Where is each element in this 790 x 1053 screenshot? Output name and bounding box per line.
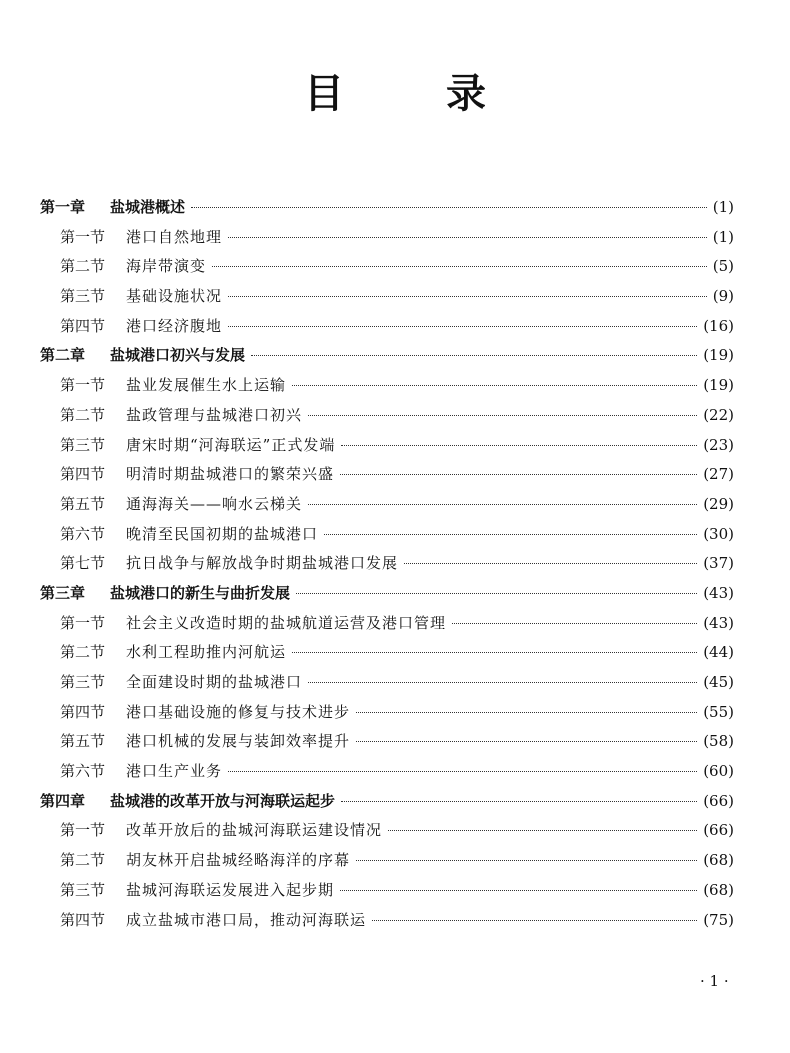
dot-leader xyxy=(292,385,697,386)
section-number: 第二节 xyxy=(60,405,106,424)
section-title: 水利工程助推内河航运 xyxy=(126,643,287,662)
page-reference: (43) xyxy=(703,583,734,602)
section-title: 社会主义改造时期的盐城航道运营及港口管理 xyxy=(126,613,447,632)
page-reference: (60) xyxy=(703,762,734,781)
chapter-number: 第二章 xyxy=(40,346,86,365)
dot-leader xyxy=(228,771,697,772)
toc-section-entry xyxy=(40,490,734,520)
toc-section-entry xyxy=(40,698,734,728)
dot-leader xyxy=(296,593,697,594)
page-reference: (45) xyxy=(703,673,734,691)
page-reference: (43) xyxy=(703,613,734,632)
toc-chapter-entry xyxy=(40,193,734,223)
section-number: 第三节 xyxy=(60,435,106,454)
section-title: 港口经济腹地 xyxy=(126,316,223,335)
section-number: 第三节 xyxy=(60,880,106,899)
page-reference: (58) xyxy=(703,732,734,751)
page-reference: (19) xyxy=(703,376,734,395)
section-title: 改革开放后的盐城河海联运建设情况 xyxy=(126,821,383,840)
section-title: 海岸带演变 xyxy=(126,257,207,276)
toc-section-entry xyxy=(40,431,734,461)
section-number: 第七节 xyxy=(60,554,106,573)
chapter-number: 第四章 xyxy=(40,791,86,810)
section-title: 盐城河海联运发展进入起步期 xyxy=(126,880,335,899)
section-title: 晚清至民国初期的盐城港口 xyxy=(126,524,319,543)
section-title: 港口机械的发展与装卸效率提升 xyxy=(126,732,351,751)
dot-leader xyxy=(452,623,697,624)
page-reference: (29) xyxy=(703,494,734,513)
toc-section-entry xyxy=(40,757,734,787)
chapter-number: 第一章 xyxy=(40,198,86,216)
section-title: 港口基础设施的修复与技术进步 xyxy=(126,702,351,721)
toc-chapter-entry xyxy=(40,341,734,371)
dot-leader xyxy=(191,207,707,208)
section-number: 第六节 xyxy=(60,524,106,543)
section-number: 第二节 xyxy=(60,257,106,276)
toc-section-entry xyxy=(40,223,734,253)
table-of-contents xyxy=(40,193,734,935)
dot-leader xyxy=(228,296,707,297)
page-reference: (75) xyxy=(703,910,734,929)
dot-leader xyxy=(341,445,697,446)
section-number: 第三节 xyxy=(60,673,106,691)
section-number: 第二节 xyxy=(60,851,106,870)
page-reference: (16) xyxy=(703,316,734,335)
section-number: 第二节 xyxy=(60,643,106,662)
toc-section-entry xyxy=(40,638,734,668)
page-reference: (1) xyxy=(712,227,734,246)
dot-leader xyxy=(308,415,697,416)
chapter-number: 第三章 xyxy=(40,583,86,602)
chapter-title: 盐城港口的新生与曲折发展 xyxy=(110,583,291,602)
section-number: 第四节 xyxy=(60,316,106,335)
section-title: 胡友林开启盐城经略海洋的序幕 xyxy=(126,851,351,870)
section-number: 第一节 xyxy=(60,613,106,632)
section-number: 第五节 xyxy=(60,732,106,751)
page-title: 目 录 xyxy=(304,71,530,117)
toc-section-entry xyxy=(40,371,734,401)
section-title: 抗日战争与解放战争时期盐城港口发展 xyxy=(126,554,399,573)
dot-leader xyxy=(388,830,697,831)
chapter-title: 盐城港口初兴与发展 xyxy=(110,346,246,365)
section-title: 唐宋时期“河海联运”正式发端 xyxy=(126,435,336,454)
section-number: 第一节 xyxy=(60,227,106,246)
page-reference: (66) xyxy=(703,821,734,840)
section-title: 成立盐城市港口局，推动河海联运 xyxy=(126,910,367,929)
chapter-title: 盐城港概述 xyxy=(110,198,186,216)
toc-section-entry xyxy=(40,401,734,431)
page-reference: (55) xyxy=(703,702,734,721)
toc-chapter-entry xyxy=(40,579,734,609)
page-reference: (27) xyxy=(703,465,734,484)
page-reference: (44) xyxy=(703,643,734,662)
toc-section-entry xyxy=(40,846,734,876)
dot-leader xyxy=(356,741,697,742)
dot-leader xyxy=(228,237,707,238)
section-title: 全面建设时期的盐城港口 xyxy=(126,673,303,691)
dot-leader xyxy=(404,563,697,564)
toc-section-entry xyxy=(40,460,734,490)
page-number: · 1 · xyxy=(700,972,729,990)
page-reference: (68) xyxy=(703,851,734,870)
dot-leader xyxy=(212,266,707,267)
toc-section-entry xyxy=(40,609,734,639)
section-title: 通海海关——响水云梯关 xyxy=(126,494,303,513)
section-number: 第五节 xyxy=(60,494,106,513)
section-title: 港口自然地理 xyxy=(126,227,223,246)
toc-section-entry xyxy=(40,282,734,312)
toc-section-entry xyxy=(40,816,734,846)
chapter-title: 盐城港的改革开放与河海联运起步 xyxy=(110,791,336,810)
page-reference: (30) xyxy=(703,524,734,543)
section-number: 第一节 xyxy=(60,376,106,395)
toc-section-entry xyxy=(40,520,734,550)
section-title: 盐业发展催生水上运输 xyxy=(126,376,287,395)
page-reference: (68) xyxy=(703,880,734,899)
toc-section-entry xyxy=(40,668,734,698)
dot-leader xyxy=(341,801,697,802)
section-number: 第三节 xyxy=(60,287,106,306)
section-number: 第六节 xyxy=(60,762,106,781)
page-reference: (19) xyxy=(703,346,734,365)
section-number: 第一节 xyxy=(60,821,106,840)
page-reference: (22) xyxy=(703,405,734,424)
section-title: 明清时期盐城港口的繁荣兴盛 xyxy=(126,465,335,484)
dot-leader xyxy=(372,920,697,921)
dot-leader xyxy=(324,534,697,535)
dot-leader xyxy=(308,504,697,505)
section-number: 第四节 xyxy=(60,465,106,484)
toc-section-entry xyxy=(40,312,734,342)
page-reference: (23) xyxy=(703,435,734,454)
page-reference: (37) xyxy=(703,554,734,573)
toc-section-entry xyxy=(40,876,734,906)
page-reference: (5) xyxy=(712,257,734,276)
page-reference: (1) xyxy=(712,198,734,216)
dot-leader xyxy=(356,860,697,861)
dot-leader xyxy=(340,474,697,475)
dot-leader xyxy=(340,890,697,891)
dot-leader xyxy=(308,682,697,683)
section-title: 港口生产业务 xyxy=(126,762,223,781)
page-reference: (9) xyxy=(712,287,734,306)
toc-section-entry xyxy=(40,727,734,757)
section-title: 基础设施状况 xyxy=(126,287,223,306)
toc-section-entry xyxy=(40,252,734,282)
toc-section-entry xyxy=(40,549,734,579)
section-number: 第四节 xyxy=(60,910,106,929)
toc-section-entry xyxy=(40,906,734,936)
dot-leader xyxy=(251,355,697,356)
dot-leader xyxy=(228,326,697,327)
toc-chapter-entry xyxy=(40,787,734,817)
section-title: 盐政管理与盐城港口初兴 xyxy=(126,405,303,424)
page-reference: (66) xyxy=(703,791,734,810)
dot-leader xyxy=(356,712,697,713)
dot-leader xyxy=(292,652,697,653)
section-number: 第四节 xyxy=(60,702,106,721)
